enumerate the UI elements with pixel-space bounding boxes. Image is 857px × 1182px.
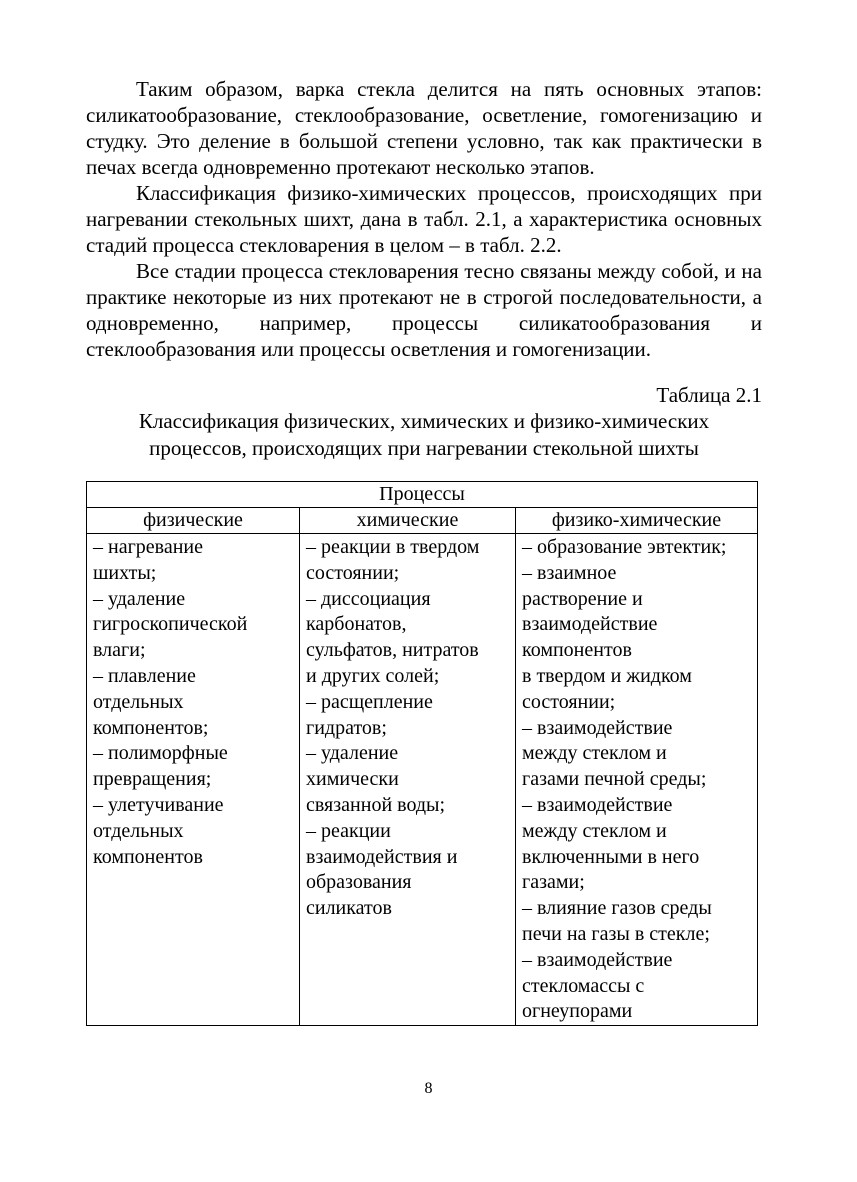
physical-line: компонентов bbox=[93, 845, 203, 868]
physicochemical-line: – взаимодействие bbox=[522, 793, 673, 816]
chemical-line: состоянии; bbox=[306, 561, 400, 584]
physical-line: – нагревание bbox=[93, 536, 203, 558]
chemical-line: химически bbox=[306, 768, 399, 791]
physical-line: влаги; bbox=[93, 639, 146, 662]
physicochemical-line: – взаимное bbox=[522, 561, 617, 584]
physical-line: компонентов; bbox=[93, 716, 209, 739]
chemical-line: гидратов; bbox=[306, 716, 387, 739]
chemical-line: – удаление bbox=[306, 742, 399, 765]
physical-line: – улетучивание bbox=[93, 793, 224, 816]
paragraph-3: Все стадии процесса стекловарения тесно связаны между собой, и на практике некоторые из них протекают не в строгой последовательности, а одновременно, например, процессы силикатообразования и стеклообразования или процессы осветления и гомогенизации. bbox=[86, 259, 762, 361]
physicochemical-line: огнеупорами bbox=[522, 1000, 633, 1023]
chemical-line: и других солей; bbox=[306, 664, 440, 687]
physical-line: отдельных bbox=[93, 819, 184, 842]
column-header-chemical: химические bbox=[300, 508, 516, 534]
physical-line: превращения; bbox=[93, 768, 212, 791]
physicochemical-line: – взаимодействие bbox=[522, 948, 673, 971]
chemical-line: связанной воды; bbox=[306, 793, 446, 816]
table-title-line-2: процессов, происходящих при нагревании стекольной шихты bbox=[149, 436, 699, 460]
chemical-line: – реакции bbox=[306, 819, 391, 842]
physical-line: – полиморфные bbox=[93, 742, 228, 765]
physical-line: шихты; bbox=[93, 561, 157, 584]
physical-processes-cell bbox=[87, 534, 300, 1026]
physicochemical-line: – влияние газов среды bbox=[522, 897, 712, 920]
chemical-line: – реакции в твердом bbox=[306, 536, 480, 558]
chemical-line: взаимодействия и bbox=[306, 845, 458, 868]
physicochemical-line: между стеклом и bbox=[522, 819, 667, 842]
physicochemical-line: газами печной среды; bbox=[522, 768, 707, 791]
chemical-line: – диссоциация bbox=[306, 587, 431, 610]
chemical-line: образования bbox=[306, 871, 412, 894]
paragraph-2: Классификация физико-химических процессов, происходящих при нагревании стекольных шихт, дана в табл. 2.1, а характеристика основных стадий процесса стекловарения в целом – в табл. 2.2. bbox=[86, 181, 762, 257]
physicochemical-line: стекломассы с bbox=[522, 974, 645, 997]
table-number: Таблица 2.1 bbox=[656, 383, 762, 407]
table-title bbox=[86, 408, 762, 462]
physical-line: отдельных bbox=[93, 690, 184, 713]
processes-table bbox=[86, 481, 758, 1026]
physicochemical-line: взаимодействие bbox=[522, 613, 658, 636]
physicochemical-line: в твердом и жидком bbox=[522, 664, 692, 687]
physicochemical-line: – взаимодействие bbox=[522, 716, 673, 739]
page-number: 8 bbox=[424, 1080, 433, 1097]
physical-line: гигроскопической bbox=[93, 613, 248, 636]
physical-line: – плавление bbox=[93, 664, 196, 687]
chemical-line: карбонатов, bbox=[306, 613, 407, 636]
physicochemical-line: компонентов bbox=[522, 639, 632, 662]
chemical-processes-cell bbox=[300, 534, 516, 1026]
table-header-row bbox=[87, 508, 758, 534]
physical-line: – удаление bbox=[93, 587, 186, 610]
physicochemical-line: растворение и bbox=[522, 587, 643, 610]
table-title-line-1: Классификация физических, химических и физико-химических bbox=[138, 409, 710, 433]
physicochemical-processes-cell bbox=[516, 534, 758, 1026]
chemical-line: сульфатов, нитратов bbox=[306, 639, 479, 662]
table-body-row bbox=[87, 534, 758, 1026]
group-header-cell: Процессы bbox=[87, 482, 758, 508]
physicochemical-line: между стеклом и bbox=[522, 742, 667, 765]
physicochemical-line: включенными в него bbox=[522, 845, 700, 868]
physicochemical-line: печи на газы в стекле; bbox=[522, 922, 710, 945]
table-group-header-row bbox=[87, 482, 758, 508]
column-header-physicochemical: физико-химические bbox=[516, 508, 758, 534]
chemical-line: силикатов bbox=[306, 897, 392, 920]
page-content bbox=[86, 76, 762, 1026]
chemical-line: – расщепление bbox=[306, 690, 433, 713]
physicochemical-line: – образование эвтектик; bbox=[522, 536, 727, 558]
physicochemical-line: состоянии; bbox=[522, 690, 616, 713]
paragraph-1: Таким образом, варка стекла делится на пять основных этапов: силикатообразование, стеклообразование, осветление, гомогенизацию и студку. Это деление в большой степени условно, так как практически в печах всегда одновременно протекают несколько этапов. bbox=[86, 77, 762, 179]
physicochemical-line: газами; bbox=[522, 871, 585, 894]
column-header-physical: физические bbox=[87, 508, 300, 534]
